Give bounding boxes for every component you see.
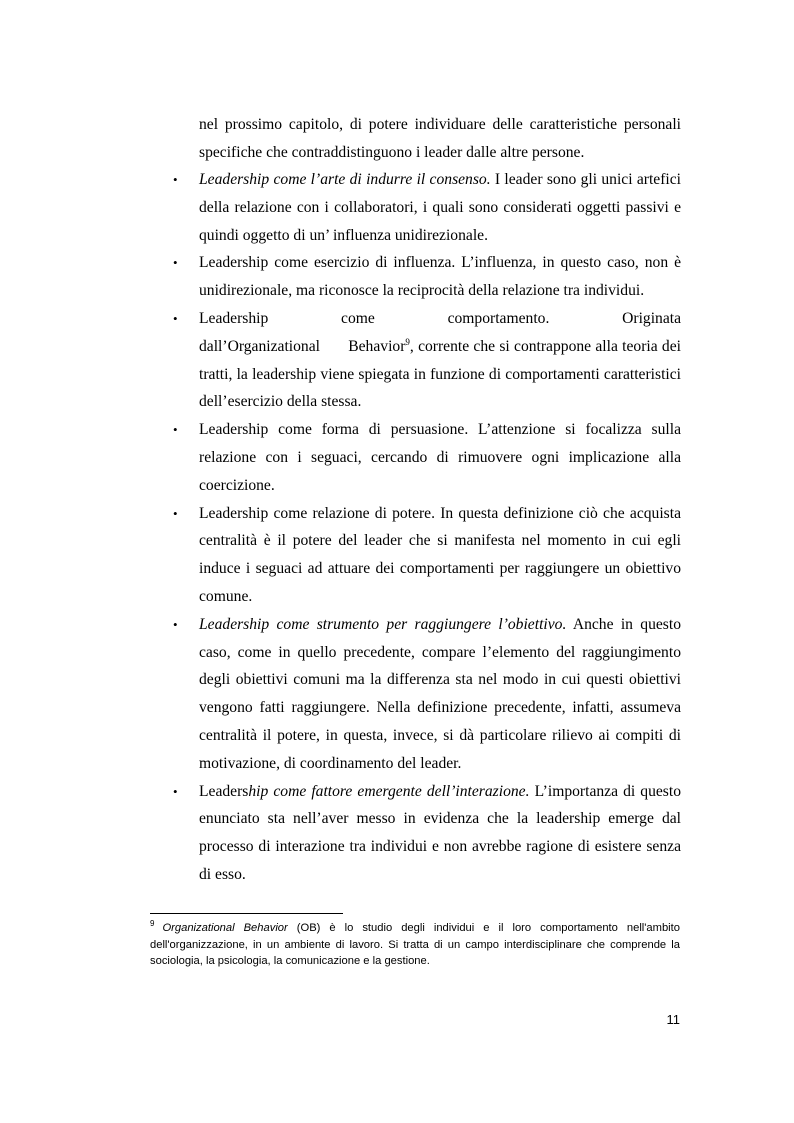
- list-item: [170, 166, 681, 249]
- item-text: Leadership come forma di persuasione. L’attenzione si focalizza sulla relazione con i seguaci, cercando di rimuovere ogni implicazione alla coercizione.: [199, 421, 681, 494]
- footnote-text: (OB) è lo studio degli individui e il loro comportamento nell'ambito dell'organizzazione, in un ambiente di lavoro. Si tratta di un campo interdisciplinare che comprende la sociologia, la psicologia, la comunicazione e la gestione.: [150, 922, 681, 968]
- page-number: 11: [666, 1012, 680, 1027]
- item-text: L’importanza di questo enunciato sta nell’aver messo in evidenza che la leadership emerge dal processo di interazione tra individui e non avrebbe ragione di esistere senza di esso.: [199, 782, 681, 883]
- item-text: I leader sono gli unici artefici della relazione con i collaboratori, i quali sono considerati oggetti passivi e quindi oggetto di un’ influenza unidirezionale.: [199, 171, 681, 244]
- footnote-term: Organizational Behavior: [162, 922, 288, 934]
- list-item: [170, 416, 681, 499]
- item-heading: Leadership come l’arte di indurre il consenso.: [199, 171, 491, 188]
- list-item: [170, 305, 681, 416]
- item-text: Leadership come esercizio di influenza. L’influenza, in questo caso, non è unidirezionale, ma riconosce la reciprocità della relazione tra individui.: [199, 254, 681, 300]
- list-item: [170, 611, 681, 778]
- footnote-divider: [150, 913, 343, 914]
- bullet-icon: •: [173, 310, 178, 326]
- item-text: Leadership come relazione di potere. In questa definizione ciò che acquista centralità è il potere del leader che si manifesta nel momento in cui egli induce i seguaci ad attuare dei comportamenti per raggiungere un obiettivo comune.: [199, 504, 681, 605]
- bullet-icon: •: [173, 422, 178, 438]
- bullet-icon: •: [173, 616, 178, 632]
- item-heading: hip come fattore emergente dell’interazione.: [248, 782, 530, 800]
- list-item: [170, 500, 681, 611]
- footnote: [150, 920, 680, 970]
- definitions-list: [170, 166, 681, 889]
- bullet-icon: •: [173, 505, 178, 521]
- bullet-icon: •: [173, 172, 178, 187]
- footnote-reference[interactable]: 9: [405, 336, 410, 347]
- item-heading-start: Leaders: [199, 782, 249, 800]
- bullet-icon: •: [173, 783, 178, 799]
- item-heading: Leadership come strumento per raggiungere l’obiettivo.: [199, 615, 567, 633]
- bullet-icon: •: [173, 255, 178, 271]
- footnote-number: 9: [150, 919, 155, 928]
- continuation-paragraph: nel prossimo capitolo, di potere individuare delle caratteristiche personali specifiche che contraddistinguono i leader dalle altre persone.: [199, 116, 681, 161]
- list-item: [170, 778, 681, 889]
- list-item: [170, 249, 681, 305]
- item-text: Anche in questo caso, come in quello precedente, compare l’elemento del raggiungimento degli obiettivi comuni ma la differenza sta nel modo in cui questi obiettivi vengono fatti raggiungere. Nella definizione precedente, infatti, assumeva centralità il potere, in questa, invece, si dà particolare rilievo ai compiti di motivazione, di coordinamento del leader.: [199, 615, 682, 772]
- item-text: , corrente che si contrappone alla teoria dei tratti, la leadership viene spiegata in funzione di comportamenti caratteristici dell’esercizio della stessa.: [199, 337, 681, 411]
- item-text: Leadership come comportamento. Originata dall’Organizational Behavior: [199, 309, 681, 355]
